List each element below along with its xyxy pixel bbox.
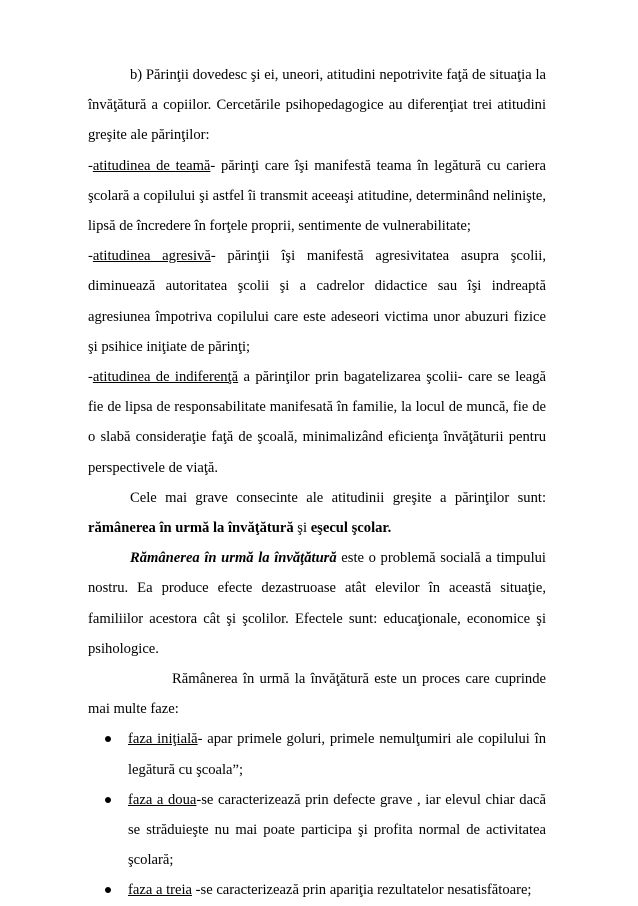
paragraph-b: b) Părinţii dovedesc şi ei, uneori, atitudini nepotrivite faţă de situaţia la învăţătură a copiilor. Cercetările psihopedagogice au diferenţiat trei atitudini greşite ale părinţilor:	[88, 67, 546, 144]
faza-term: faza iniţială	[128, 731, 198, 748]
ramanerea-term: Rămânerea în urmă la învăţătură	[130, 550, 337, 567]
faza-term: faza a treia	[128, 882, 192, 899]
atitudine-text: a părinţilor prin bagatelizarea şcolii- care se leagă fie de lipsa de responsabilitate manifesată în familie, la locul de muncă, fie de o slabă consideraţie faţă de şcoală, minimalizând eficienţa învăţăturii pentru perspectivele de viaţă.	[88, 369, 546, 476]
faza-text: -se caracterizează prin defecte grave , iar elevul chiar dacă se străduieşte nu mai poate participa şi profita normal de activitatea şcolară;	[128, 791, 546, 869]
atitudine-item-agresiva	[88, 241, 546, 362]
faza-text: - apar primele goluri, primele nemulţumiri ale copilului în legătură cu şcoala”;	[128, 731, 546, 778]
consecinte-text: Cele mai grave consecinte ale atitudinii greşite a părinţilor sunt:	[130, 489, 546, 506]
dash: -	[88, 157, 93, 174]
paragraph-consecinte	[88, 483, 546, 543]
atitudine-item-teama	[88, 151, 546, 242]
list-item-faza-a-treia	[128, 875, 546, 905]
document-body	[88, 60, 546, 906]
list-item-faza-initiala	[128, 724, 546, 784]
ramanerea-text: este o problemă socială a timpului nostru. Ea produce efecte dezastruoase atât elevilor în această situaţie, familiilor acestora cât şi şcolilor. Efectele sunt: educaţionale, economice şi psihologice.	[88, 550, 546, 657]
atitudine-term: atitudinea agresivă	[92, 248, 211, 265]
paragraph-proces: Rămânerea în urmă la învăţătură este un proces care cuprinde mai multe faze:	[88, 671, 546, 718]
faza-term: faza a doua	[128, 791, 197, 808]
atitudine-term: atitudinea de indiferenţă	[92, 369, 239, 386]
list-item-faza-a-doua	[128, 785, 546, 876]
atitudine-text: - părinţii îşi manifestă agresivitatea asupra şcolii, diminuează autoritatea şcolii şi a cadrelor didactice sau îşi indreaptă agresiunea împotriva copilului care este adeseori victima unor abuzuri fizice şi psihice iniţiate de părinţi;	[88, 248, 547, 355]
dash: -	[88, 248, 93, 265]
term-ramanerea: rămânerea în urmă la învăţătură	[88, 520, 294, 537]
atitudine-text: - părinţi care îşi manifestă teama în legătură cu cariera şcolară a copilului şi astfel îi transmit aceeaşi atitudine, determinând nelinişte, lipsă de încredere în forţele proprii, sentimente de vulnerabilitate;	[88, 157, 546, 235]
bullet-icon	[105, 887, 111, 893]
atitudine-item-indiferenta	[88, 362, 546, 483]
atitudine-term: atitudinea de teamă	[92, 157, 211, 174]
paragraph-ramanerea	[88, 543, 546, 664]
term-esecul-scolar: eşecul şcolar	[310, 520, 388, 537]
faze-list	[88, 724, 546, 905]
bullet-icon	[105, 736, 111, 742]
faza-text: -se caracterizează prin apariţia rezultatelor nesatisfătoare;	[192, 882, 532, 899]
bullet-icon	[105, 797, 111, 803]
dash: -	[88, 369, 93, 386]
consecinte-joiner: şi	[293, 520, 311, 537]
consecinte-end: .	[387, 520, 392, 537]
